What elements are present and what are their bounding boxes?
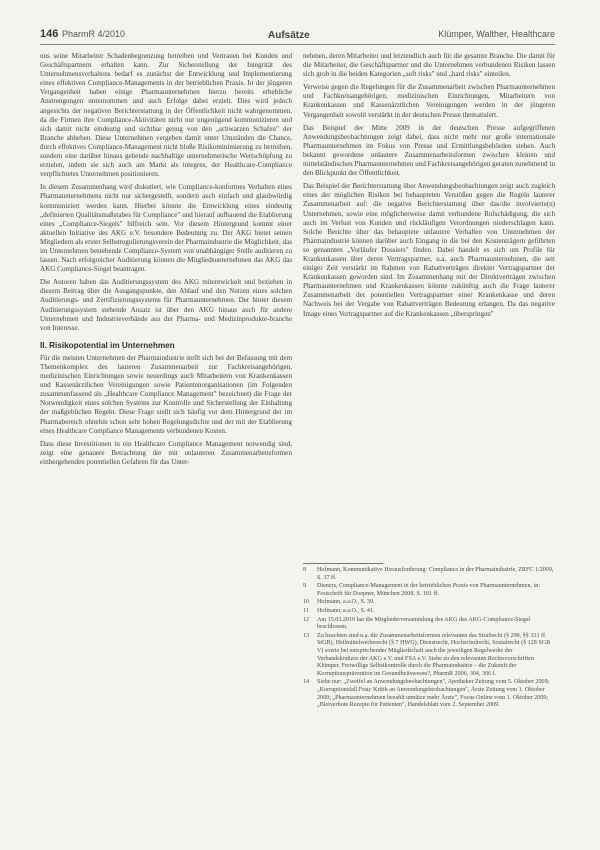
paragraph: In diesem Zusammenhang wird diskutiert, wie Compliance-konformes Verhalten eines Pharmaunternehmens nicht nur sichergestellt, sondern auch einfach und glaubwürdig kommuniziert werden kann. Hierbei könnte die Entwicklung eines eindeutig „definierten Qualitätsmaßstabes für Compliance" und hierauf aufbauend die Etablierung eines „Compliance-Siegels" hilfreich sein. Vor diesem Hintergrund kommt einer aktuellen Initiative des AKG e.V. besondere Bedeutung zu. Der AKG bietet seinen Mitgliedern als erster Selbstregulierungsverein der Pharmaindustrie die Möglichkeit, das im Unternehmen bestehende Compliance-System von unabhängiger Stelle auditieren zu lassen. Nach erfolgreicher Auditierung können die Mitgliedsunternehmen das AKG das AKG Compliance-Siegel beantragen. xyxy=(40,183,292,274)
footnote-text: Hofmann, a.a.O., S. 39. xyxy=(317,599,375,606)
footnote-number: 8 xyxy=(303,567,307,573)
footnote-text: Dieners, Compliance-Management in der betrieblichen Praxis von Pharmaunternehmen, in: Festschrift für Doepner, München 2008, S. 181 ff. xyxy=(317,583,541,597)
page-header xyxy=(40,28,555,44)
footnote-text: Am 15.03.2010 hat die Mitgliederversammlung des AKG das AKG-Compliance-Siegel beschlossen. xyxy=(317,616,531,631)
footnote-text: Siehe nur: „Zweifel an Anwendungsbeobachtungen", Apotheker Zeitung vom 5. Oktober 2009; „Korruptionsfall Frau: Kritik an Anwendungsbeobachtungen", Ärzte Zeitung vom 1. Oktober 2009; „Pharmaunternehmen bezahlt unnütze mehr Ärzte", Focus Online vom 1. Oktober 2009; „Bleiverbote Rezepte für Patienten", Handelsblatt vom 2. September 2009. xyxy=(317,679,550,709)
paragraph: Das Beispiel der Berichterstattung über Anwendungsbeobachtungen zeigt auch zugleich eines der möglichen Risiken bei behaupteten Verstößen gegen die Regeln lauterer Zusammenarbeit auf: die negative Berichterstattung über das/die involvierte(n) Unternehmen, sowie eine möglicherweise damit verbundene Rufschädigung, die sich auch im Verlust von Kunden und rückläufigen Verordnungen niederschlagen kann. Solche Berichte über das behauptete unlautere Verhalten von Unternehmen der Pharmaindustrie können darüber auch Eingang in die bei den Kostenträgern geführten so genannten „Vorläufer Dossiers" finden. Dabei handelt es sich um Profile für Krankenkassen über deren Vertragspartner, u.a. auch Pharmaunternehmen, die seit einiger Zeit verstärkt im Rahmen von Rabattverträgen direkter Vertragspartner der Krankenkassen geworden sind. Im Zusammenhang mit der Direktverträgen zwischen Pharmaunternehmen und Krankenkassen könnte zukünftig auch die Frage lauterer Zusammenarbeit der potentiellen Vertragspartner einer Krankenkasse und deren Nachweis bei der Vergabe von Rabattverträgen Bedeutung erlangen. Da das negative Image eines Vertragspartner auf die Krankenkassen „überspringen" xyxy=(303,182,555,318)
footnote-text: Hofmann, Kommunikative Herausforderung: Compliance in der Pharmaindustrie, ZRFC 1/2009, S. 37 ff. xyxy=(317,567,554,581)
footnote xyxy=(303,617,555,632)
footnote xyxy=(303,567,555,582)
footnote-number: 9 xyxy=(303,583,307,590)
paragraph: uns seine Mitarbeiter Schadenbegrenzung betreiben und Vertrauen bei Kunden und Geschäftspartnern erhalten kann. Zur Sicherstellung der Integrität des Unternehmensverhaltens bedarf es zunächst der Entwicklung und Implementierung eines effektiven Compliance-Managements in der betrieblichen Praxis. In der jüngeren Vergangenheit haben einige Pharmaunternehmen hierzu bereits erhebliche Anstrengungen unternommen und auch Erfolge dabei erzielt. Dies wird jedoch angesichts der negativen Berichterstattung in der Öffentlichkeit nicht wahrgenommen, da die Firmen ihre Compliance-Aktivitäten nicht nur ungenügend kommunizieren und sich damit nicht eindeutig und sichtbar genug von den „schwarzen Schafen" der Branche abheben. Diese Unternehmen vergeben damit unter Umständen die Chance, durch effektives Compliance-Management nicht bloße Risikominimierung zu betreiben, sondern eine darüber hinaus gehende nachhaltige unternehmerische Wertschöpfung zu erzielen, indem sie sich auch am Markt als integres, der Healthcare-Compliance verpflichtetes Unternehmen positionieren. xyxy=(40,52,292,179)
footnote-text: Hofmann, a.a.O., S. 41. xyxy=(317,607,375,614)
footnote xyxy=(303,679,555,709)
footnote xyxy=(303,599,555,607)
footnote-rule xyxy=(303,563,383,564)
header-rule xyxy=(40,44,555,45)
footnote-number: 12 xyxy=(303,616,310,623)
footnote-number: 11 xyxy=(303,607,309,614)
paragraph: Dass diese Investitionen in ein Healthcare Compliance Management notwendig sind, zeigt eine genauere Betrachtung der mit unlauteren Zusammenarbeitsformen einhergehenden potentiellen Gefahren für das Unter- xyxy=(40,439,292,466)
footnote xyxy=(303,583,555,598)
section-title: Aufsätze xyxy=(268,30,310,41)
footnote-number: 14 xyxy=(303,679,310,686)
right-column xyxy=(303,52,555,323)
paragraph: Die Autoren haben das Auditierungssystem des AKG mitentwickelt und beziehen in diesem Beitrag über die Ausgangspunkte, den Ablauf und den Nutzen eines solchen Auditierungs- und Zertifizierungssystems für Pharmaunternehmen. Der hinter diesem Auditierungssystem stehende Ansatz ist über den AKG hinaus auch für andere Unternehmen und Industrieverbände aus der Pharma- und Medizinprodukte-branche von Interesse. xyxy=(40,278,292,332)
footnote-text: Zu beachten sind u.a. die Zusammenarbeitsformen relevanten das Strafrecht (§ 299, §§ 331 ff. StGB), Heilmittelwerberecht (§ 7 HWG), Dienstrecht, Hochschulrecht, Sozialrecht (§ 128 SGB V) sowie bei entsprechender Mitgliedschaft auch die jeweiligen Regelwerke der Verbandskodizes der AKG e.V. und FSA e.V. Siehe zu den relevanten Rechtsvorschriften Klümper, Freiwillige Selbstkontrolle durch die Pharmaindustrie – die Zukunft der Korruptionsprävention im Gesundheitswesen?, PharmR 2006, 304, 306 f. xyxy=(317,632,551,677)
footnote-number: 10 xyxy=(303,599,310,606)
section-heading: II. Risikopotential im Unternehmen xyxy=(40,340,175,350)
paragraph: Verweise gegen die Regelungen für die Zusammenarbeit zwischen Pharmaunternehmen und Fachkreisangehörigen, medizinischen Einrichtungen, Mitarbeitern von Krankenkassen und Kassenärztlichen Vereinigungen werden in der jüngeren Vergangenheit sowohl verstärkt in der deutschen Presse thematisiert. xyxy=(303,83,555,119)
paragraph: Für die meisten Unternehmen der Pharmaindustrie stellt sich bei der Befassung mit dem Themenkomplex des lauteren Zusammenarbeit zur Fachkreisangehörigen, medizinischen Einrichtungen sowie neuerdings auch Mitarbeitern von Krankenkassen und Kassenärztlichen Vereinigungen sowie Patientenorganisationen (im Folgenden zusammenfassend als „Healthcare Compliance Management" bezeichnet) die Frage der Notwendigkeit eines solchen Systems zur Kontrolle und Sicherstellung der Einhaltung der maßgeblichen Regeln. Diese Frage stellt sich häufig vor dem Hintergrund der im Pharmabereich ohnehin schon sehr hohen Regelungsdichte und der mit der Etablierung eines Healthcare Compliance Managements verbundenen Kosten. xyxy=(40,353,292,435)
footnote xyxy=(303,608,555,616)
footnote xyxy=(303,633,555,679)
left-column xyxy=(40,52,292,471)
journal-name: PharmR 4/2010 xyxy=(62,29,126,39)
footnote-number: 13 xyxy=(303,632,310,639)
paragraph: nehmen, deren Mitarbeiter und letztendlich auch für die gesamte Branche. Die damit für die Mitarbeiter, die Geschäftspartner und die Unternehmen verbundenen Risiken lassen sich grob in die beiden Kategorien „soft risks" und „hard risks" einteilen. xyxy=(303,52,555,79)
author-names: Klümper, Walther, Healthcare xyxy=(438,29,555,39)
page-number: 146 xyxy=(40,28,59,40)
footnotes xyxy=(303,563,555,711)
paragraph: Das Beispiel der Mitte 2009 in der deutschen Presse aufgegriffenen Anwendungsbeobachtungen zeigt dabei, dass nicht mehr nur große internationale Pharmaunternehmen im Fokus von Presse und Ermittlungsbehörden stehen. Auch bekannt gewordene unlautere Zusammenarbeitsformen zwischen kleinen und mittelständischen Pharmaunternehmen und Fachkreisangehörigen geraten zunehmend in den Blickpunkt der Öffentlichkeit. xyxy=(303,123,555,178)
